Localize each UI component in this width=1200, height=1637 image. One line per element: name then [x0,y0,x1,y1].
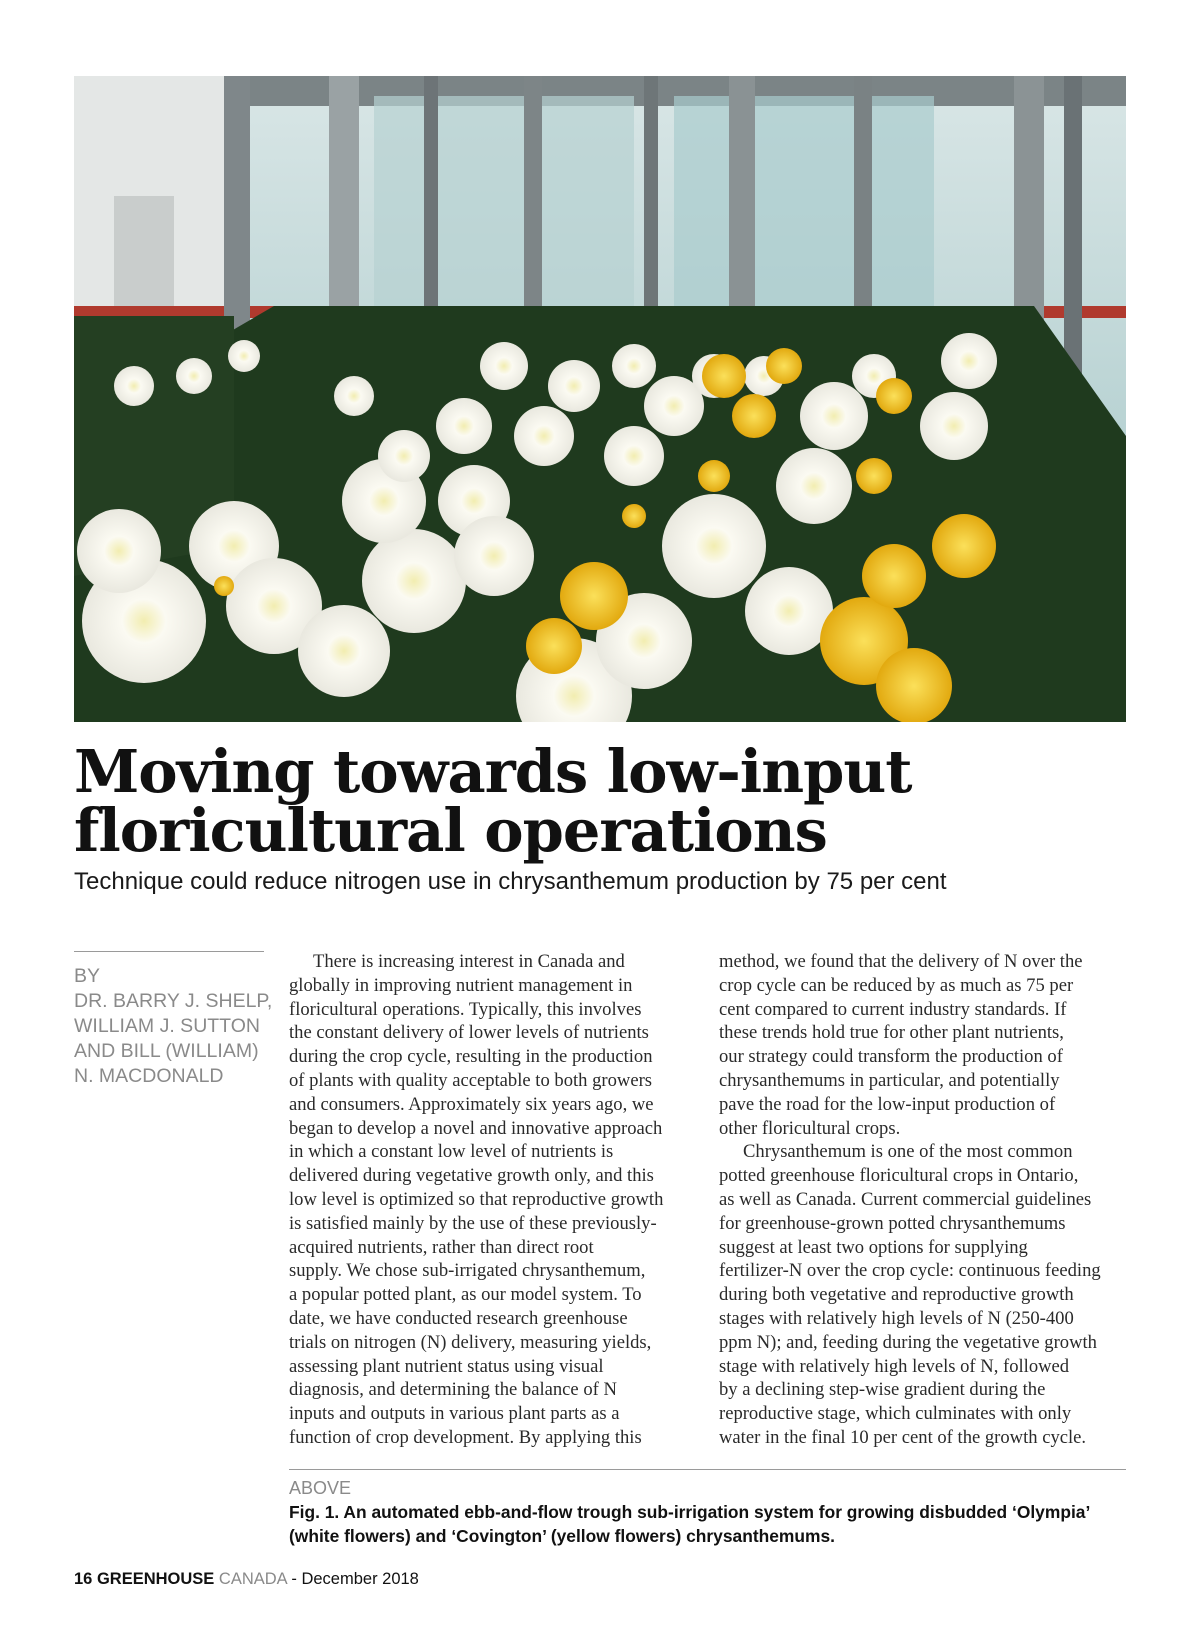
byline-line: AND BILL (WILLIAM) [74,1040,259,1062]
body-text-line: function of crop development. By applying this [289,1426,642,1448]
photo-caption [289,1500,1139,1548]
body-text-line: crop cycle can be reduced by as much as 75 per [719,974,1074,996]
byline-line: BY [74,965,101,987]
body-text-line: supply. We chose sub-irrigated chrysanthemum, [289,1260,646,1282]
body-text-line: stages with relatively high levels of N (250-400 [719,1307,1074,1329]
body-text-line: during both vegetative and reproductive growth [719,1284,1074,1306]
body-text-line: reproductive stage, which culminates with only [719,1403,1072,1425]
body-text-line: stage with relatively high levels of N, followed [719,1355,1070,1377]
body-text-line: during the crop cycle, resulting in the production [289,1046,653,1068]
page-number: 16 [74,1570,93,1588]
body-text-line: our strategy could transform the production of [719,1046,1063,1068]
body-text-line: of plants with quality acceptable to both growers [289,1069,652,1091]
body-text-line: globally in improving nutrient management in [289,974,633,996]
page-footer [74,1568,419,1590]
body-text-line: floricultural operations. Typically, this involves [289,998,642,1020]
byline-line: DR. BARRY J. SHELP, [74,990,273,1012]
body-text-line: inputs and outputs in various plant parts as a [289,1403,620,1425]
body-text-line: a popular potted plant, as our model system. To [289,1284,642,1306]
hero-photo [74,76,1126,722]
body-text-line: other floricultural crops. [719,1117,901,1139]
byline-line: WILLIAM J. SUTTON [74,1015,260,1037]
issue-date: December 2018 [301,1570,419,1588]
body-text-line: pave the road for the low-input production of [719,1093,1056,1115]
byline-line: N. MACDONALD [74,1065,224,1087]
body-text-line: fertilizer-N over the crop cycle: continuous feeding [719,1260,1101,1282]
body-text-line: method, we found that the delivery of N over the [719,951,1083,972]
caption-line: Fig. 1. An automated ebb-and-flow trough sub-irrigation system for growing disbudded ‘Olympia’ [289,1502,1091,1522]
publication-name: GREENHOUSE [96,1570,215,1588]
body-text-line: is satisfied mainly by the use of these previously- [289,1212,657,1234]
body-text-line: for greenhouse-grown potted chrysanthemums [719,1212,1066,1234]
body-text-line: suggest at least two options for supplying [719,1236,1028,1258]
body-text-line: date, we have conducted research greenhouse [289,1307,628,1329]
caption-divider [289,1469,1126,1470]
body-text-line: acquired nutrients, rather than direct root [289,1236,594,1258]
body-text-line: the constant delivery of lower levels of nutrients [289,1022,649,1044]
article-title [74,737,1134,865]
article-title-line-2: floricultural operations [74,796,827,865]
body-text-line: these trends hold true for other plant nutrients, [719,1022,1064,1044]
body-column-1 [289,950,694,1450]
body-text-line: in which a constant low level of nutrients is [289,1141,614,1163]
body-text-line: diagnosis, and determining the balance of N [289,1379,617,1401]
byline [74,964,274,1089]
body-column-2 [719,950,1124,1450]
body-text-line: chrysanthemums in particular, and potentially [719,1069,1060,1091]
body-text-line: and consumers. Approximately six years ago, we [289,1093,654,1115]
body-text-line: delivered during vegetative growth only, and this [289,1165,654,1187]
body-text-line: low level is optimized so that reproductive growth [289,1188,664,1210]
body-text-line: trials on nitrogen (N) delivery, measuring yields, [289,1331,652,1353]
footer-separator: - [291,1570,297,1588]
publication-country: CANADA [218,1570,287,1588]
body-text-line: assessing plant nutrient status using visual [289,1355,604,1377]
article-subtitle: Technique could reduce nitrogen use in chrysanthemum production by 75 per cent [74,868,947,895]
body-text-line: as well as Canada. Current commercial guidelines [719,1188,1092,1210]
caption-label: ABOVE [289,1478,352,1498]
body-text-line: water in the final 10 per cent of the growth cycle. [719,1426,1087,1448]
body-text-line: by a declining step-wise gradient during the [719,1379,1046,1401]
body-text-line: potted greenhouse floricultural crops in Ontario, [719,1165,1079,1187]
article-title-line-1: Moving towards low-input [74,737,912,806]
byline-divider [74,951,264,952]
body-text-line: ppm N); and, feeding during the vegetative growth [719,1331,1097,1353]
body-text-line: Chrysanthemum is one of the most common [743,1141,1073,1163]
greenhouse-chrysanthemum-photo [74,76,1126,722]
body-text-line: began to develop a novel and innovative approach [289,1117,663,1139]
body-text-line: cent compared to current industry standards. If [719,998,1067,1020]
body-text-line: There is increasing interest in Canada and [313,951,625,972]
caption-line: (white flowers) and ‘Covington’ (yellow flowers) chrysanthemums. [289,1526,835,1546]
